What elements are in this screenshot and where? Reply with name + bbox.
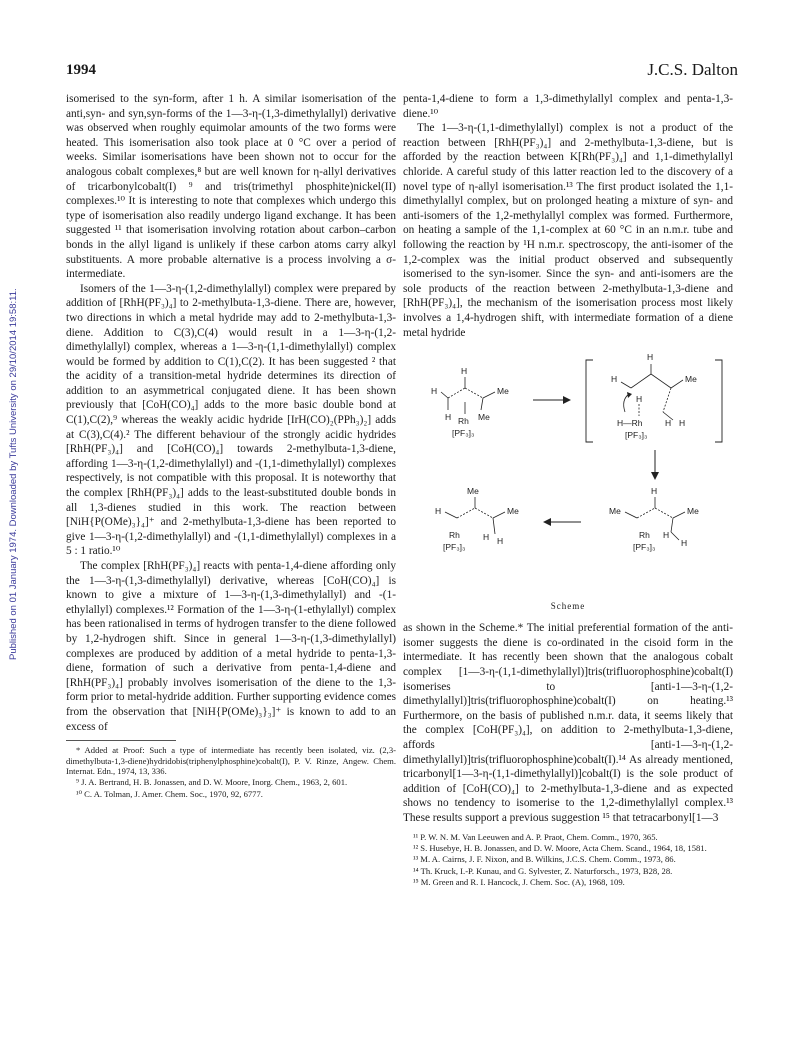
atom-label: Rh xyxy=(639,530,650,541)
footnotes xyxy=(66,740,396,799)
scheme-structure-4 xyxy=(435,486,519,552)
atom-label: H xyxy=(636,394,643,405)
atom-label: H xyxy=(681,538,688,549)
atom-label: H xyxy=(663,530,670,541)
paragraph: The 1—3-η-(1,1-dimethylallyl) complex is not a product of the reaction between [RhH(PF₃)₄] and 2-methylbuta-1,3-diene, but is afforded by the reaction between K[Rh(PF₃)₄] and 1,1-dimethylallyl chloride. A careful study of this latter reaction led to the discovery of a novel type of η-allyl isomerisation.¹³ The first product isolated the 1,1-dimethylallyl complex, but on prolonged heating a mixture of syn- and anti-isomers of the 1,2-methylallyl complex was formed. Furthermore, on heating a sample of the 1,1-complex at 60 °C in an n.m.r. tube and following the reaction by ¹H n.m.r. spectroscopy, the anti-isomer of the 1,2-complex was the initial product observed and subsequently isomerised to the syn-isomer. Since the syn- and anti-isomers are the sole products of the reaction between 2-methylbuta-1,3-diene and [RhH(PF₃)₄], the mechanism of the isomerisation process most likely involves a 1,4-hydrogen shift, with intermediate formation of a diene metal hydride xyxy=(403,122,733,339)
atom-label: H xyxy=(483,532,490,543)
paragraph: penta-1,4-diene to form a 1,3-dimethylallyl complex and penta-1,3-diene.¹⁰ xyxy=(403,93,733,120)
scheme-structure-3 xyxy=(609,486,699,552)
scheme-arrow-left xyxy=(543,518,581,526)
page-number: 1994 xyxy=(66,62,96,78)
atom-label: H xyxy=(445,412,452,423)
atom-label: Rh xyxy=(449,530,460,541)
atom-label: Me xyxy=(467,486,479,497)
atom-label: H xyxy=(651,486,658,497)
footnote: ¹⁵ M. Green and R. I. Hancock, J. Chem. Soc. (A), 1968, 109. xyxy=(413,877,625,888)
scheme-caption: Scheme xyxy=(550,600,586,611)
atom-label: [PF₃]₃ xyxy=(443,542,466,553)
atom-label: Me xyxy=(609,506,621,517)
scheme-arrow-down xyxy=(651,450,659,480)
footnotes xyxy=(403,832,733,888)
footnote: ⁹ J. A. Bertrand, H. B. Jonassen, and D. W. Moore, Inorg. Chem., 1963, 2, 601. xyxy=(76,777,348,788)
atom-label: H—Rh xyxy=(617,418,643,429)
scheme-structure-2 xyxy=(586,352,722,442)
atom-label: H xyxy=(497,536,504,547)
reaction-scheme xyxy=(403,342,733,594)
footnote: ¹⁴ Th. Kruck, I.-P. Kunau, and G. Sylvester, Z. Naturforsch., 1973, B28, 28. xyxy=(413,865,673,876)
download-watermark-text: Published on 01 January 1974. Downloaded by Tufts University on 29/10/2014 19:58:11. xyxy=(8,288,19,660)
atom-label: H xyxy=(647,352,654,363)
atom-label: H xyxy=(431,386,438,397)
footnote: ¹³ M. A. Cairns, J. F. Nixon, and B. Wilkins, J.C.S. Chem. Comm., 1973, 86. xyxy=(413,854,676,865)
footnote-rule xyxy=(66,740,176,741)
left-column xyxy=(66,92,396,800)
atom-label: [PF₃]₃ xyxy=(625,430,648,441)
atom-label: [PF₃]₃ xyxy=(633,542,656,553)
atom-label: Me xyxy=(507,506,519,517)
footnote: ¹⁰ C. A. Tolman, J. Amer. Chem. Soc., 1970, 92, 6777. xyxy=(76,788,263,799)
atom-label: H xyxy=(665,418,672,429)
paragraph: isomerised to the syn-form, after 1 h. A similar isomerisation of the anti,syn- and syn,syn-forms of the 1—3-η-(1,3-dimethylallyl) derivative was observed when roughly equimolar amounts of the two forms were heated. This isomerisation also took place at 0 °C over a period of weeks. Similar isomerisations have been shown not to occur for the analogous cobalt complexes,⁸ but are well known for η-allyl derivatives of tricarbonylcobalt(I) ⁹ and tris(trimethyl phosphite)nickel(II) complexes.¹⁰ It is interesting to note that complexes which undergo this type of isomerisation also readily undergo ligand exchange. It has been suggested ¹¹ that isomerisation involving rotation about carbon–carbon bonds in the allyl ligand is unlikely if these carbon atoms carry alkyl substituents. A more probable alternative is a process involving a σ-intermediate. xyxy=(66,93,396,281)
scheme-arrow-right xyxy=(533,396,571,404)
atom-label: H xyxy=(611,374,618,385)
scheme-structure-1 xyxy=(431,366,509,438)
footnote: ¹² S. Husebye, H. B. Jonassen, and D. W. Moore, Acta Chem. Scand., 1964, 18, 1581. xyxy=(413,843,707,853)
atom-label: [PF₃]₃ xyxy=(452,428,475,439)
footnote: * Added at Proof: Such a type of intermediate has recently been isolated, viz. (2,3-dimethylbuta-1,3-diene)hydridobis(triphenylphosphine)cobalt(I), P. V. Rinze, Angew. Chem. Internat. Edn., 1974, 13, 336. xyxy=(66,745,396,776)
paragraph: Isomers of the 1—3-η-(1,2-dimethylallyl) complex were prepared by addition of [RhH(PF₃)₄] to 2-methylbuta-1,3-diene. There are, however, two directions in which a metal hydride may add to 2-methylbuta-1,3-diene. Addition to C(3),C(4) would result in a 1—3-η-(1,2-dimethylallyl) complex, whereas a 1—3-η-(1,1-dimethylallyl) complex would be formed by addition to C(1),C(2). It has been suggested ² that the acidity of a transition-metal hydride determines its direction of addition to an asymmetrical conjugated diene. It has been shown previously that [CoH(CO)₄] adds to the more basic double bond at C(1),C(2),⁹ whereas the weakly acidic hydride [IrH(CO)₂(PPh₃)₂] adds at C(3),C(4).² The different behaviour of the strongly acidic hydrides [RhH(PF₃)₄] and [CoH(CO)₄] towards 2-methylbuta-1,3-diene, affording 1—3-η-(1,2-dimethylallyl) and -(1,1-dimethylallyl) complexes respectively, is not compatible with this proposal. It is noteworthy that the complex [RhH(PF₃)₄] adds to the least-substituted double bonds in all 1,3-dienes studied in this work. The reaction between [NiH{P(OMe)₃}₄]⁺ and 2-methylbuta-1,3-diene has been reported to give 1—3-η-(1,2-dimethylallyl) and -(1,1-dimethylallyl) complexes in a 5 : 1 ratio.¹⁰ xyxy=(66,282,396,558)
footnote: ¹¹ P. W. N. M. Van Leeuwen and A. P. Praot, Chem. Comm., 1970, 365. xyxy=(413,831,658,842)
atom-label: Me xyxy=(497,386,509,397)
atom-label: Me xyxy=(478,412,490,423)
atom-label: Me xyxy=(685,374,697,385)
paragraph: as shown in the Scheme.* The initial preferential formation of the anti-isomer suggests the diene is co-ordinated in the cisoid form in the intermediate. It has recently been shown that the analogous cobalt complex [1—3-η-(1,1-dimethylallyl)]tris(trifluorophosphine)cobalt(I) isomerises to [anti-1—3-η-(1,2-dimethylallyl)]tris(trifluorophosphine)cobalt(I) on heating.¹³ Furthermore, on the basis of published n.m.r. data, it seems likely that the complex [CoH(PF₃)₄], on addition to 2-methylbuta-1,3-diene, affords [anti-1—3-η-(1,2-dimethylallyl)]tris(trifluorophosphine)cobalt(I).¹⁴ As already mentioned, tricarbonyl[1—3-η-(1,1-dimethylallyl)]cobalt(I) is the sole product of addition of [CoH(CO)₄] to 2-methylbuta-1,3-diene and as expected shows no tendency to isomerise to the 1,2-dimethylallyl complex.¹³ These results support a previous suggestion ¹⁵ that tetracarbonyl[1—3 xyxy=(403,622,733,824)
download-watermark xyxy=(8,140,22,660)
paragraph: The complex [RhH(PF₃)₄] reacts with penta-1,4-diene affording only the 1—3-η-(1,3-dimethylallyl) derivative, whereas [CoH(CO)₄] is known to give a mixture of 1—3-η-(1,3-dimethylallyl) and -(1-ethylallyl) complexes.¹² Formation of the 1—3-η-(1-ethylallyl) complex has been rationalised in terms of hydrogen transfer to the diene followed by 1,2-hydrogen shift. Since in general 1—3-η-(1,3-dimethylallyl) complexes are produced by addition of a metal hydride to penta-1,3-diene, formation of such a derivative from penta-1,4-diene and [RhH(PF₃)₄] probably involves isomerisation of the diene to the 1,3-form prior to metal-hydride addition. Further supporting evidence comes from the observation that [NiH{P(OMe)₃}₃]⁺ is known to add to an excess of xyxy=(66,560,396,733)
atom-label: H xyxy=(435,506,442,517)
journal-title: J.C.S. Dalton xyxy=(647,60,738,79)
right-column xyxy=(403,92,733,889)
atom-label: H xyxy=(679,418,686,429)
atom-label: Rh xyxy=(458,416,469,427)
atom-label: H xyxy=(461,366,468,377)
atom-label: Me xyxy=(687,506,699,517)
